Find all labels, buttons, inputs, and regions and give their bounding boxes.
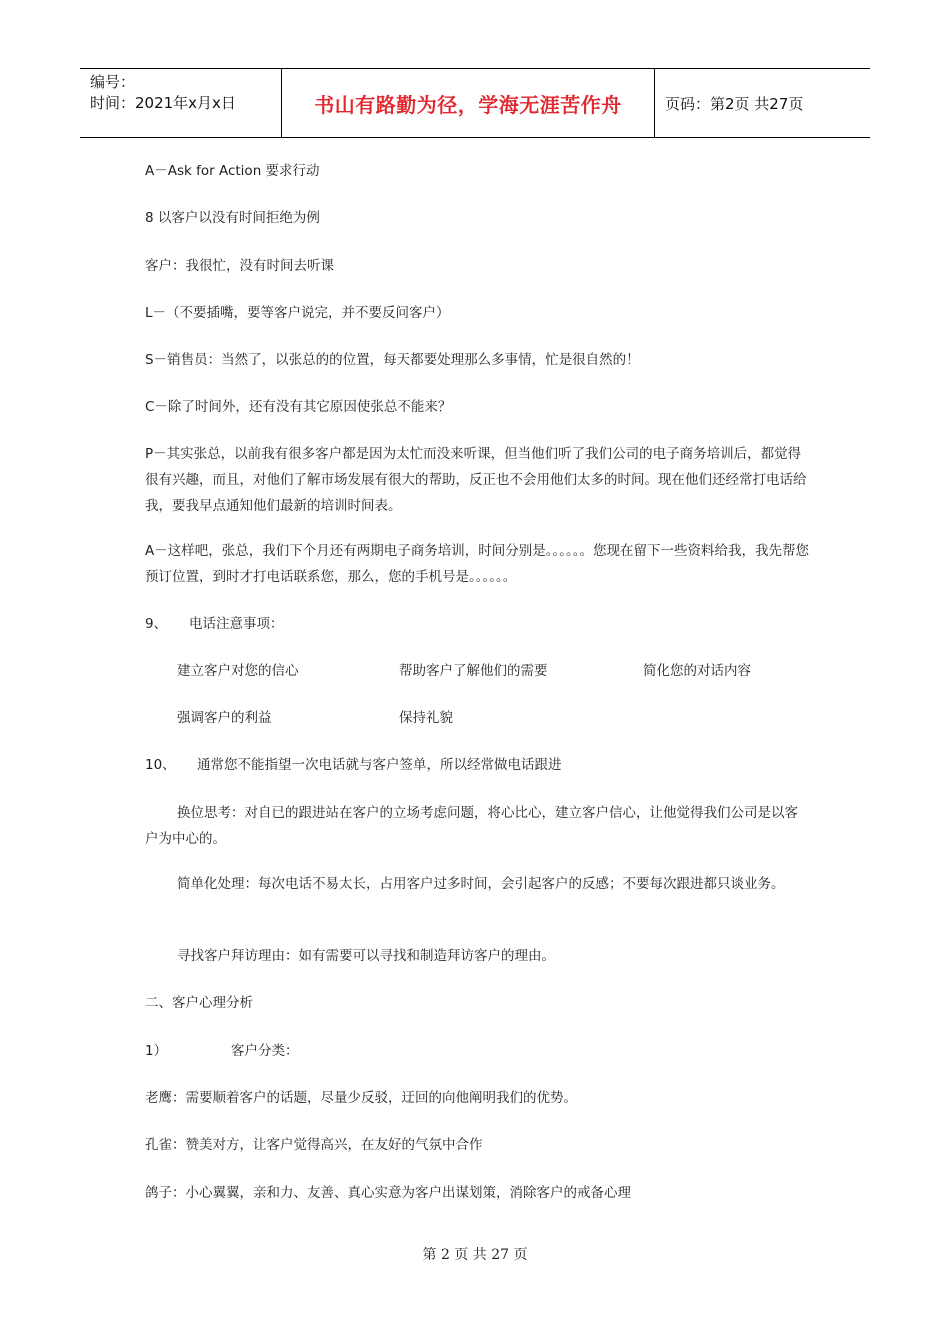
header-motto-cell xyxy=(282,69,655,137)
item-10-text: 通常您不能指望一次电话就与客户签单，所以经常做电话跟进 xyxy=(197,757,562,773)
paragraph-dove: 鸽子：小心翼翼，亲和力、友善、真心实意为客户出谋划策，消除客户的戒备心理 xyxy=(145,1185,631,1201)
tip-item: 强调客户的利益 xyxy=(177,710,272,726)
paragraph-ask-for-action: A－Ask for Action 要求行动 xyxy=(145,163,320,179)
tip-item: 建立客户对您的信心 xyxy=(177,663,299,679)
paragraph-present: P－其实张总，以前我有很多客户都是因为太忙而没来听课，但当他们听了我们公司的电子商务培训后，都觉得很有兴趣，而且，对他们了解市场发展有很大的帮助，反正也不会用他们太多的时间。现在他们还经常打电话给我，要我早点通知他们最新的培训时间表。 xyxy=(145,446,807,514)
paragraph-customer-objection: 客户：我很忙，没有时间去听课 xyxy=(145,258,334,274)
paragraph-share: S－销售员：当然了，以张总的的位置，每天都要处理那么多事情，忙是很自然的！ xyxy=(145,352,640,368)
header-motto: 书山有路勤为径，学海无涯苦作舟 xyxy=(314,92,622,117)
paragraph-clarify: C－除了时间外，还有没有其它原因使张总不能来？ xyxy=(145,399,452,415)
page-footer: 第 2 页 共 27 页 xyxy=(422,1247,528,1263)
paragraph-eagle: 老鹰：需要顺着客户的话题，尽量少反驳，迂回的向他阐明我们的优势。 xyxy=(145,1090,577,1106)
paragraph-peacock: 孔雀：赞美对方，让客户觉得高兴，在友好的气氛中合作 xyxy=(145,1137,483,1153)
header-meta xyxy=(80,69,282,137)
paragraph-item-8: 8 以客户以没有时间拒绝为例 xyxy=(145,210,320,226)
paragraph-simplify: 简单化处理：每次电话不易太长，占用客户过多时间，会引起客户的反感；不要每次跟进都只谈业务。 xyxy=(177,876,785,892)
item-1-number: 1） xyxy=(145,1043,168,1059)
tip-item: 简化您的对话内容 xyxy=(643,663,751,679)
tip-item: 保持礼貌 xyxy=(399,710,453,726)
document-number-label: 编号： xyxy=(90,73,136,91)
document-date: 时间：2021年x月x日 xyxy=(90,94,236,112)
item-9-number: 9、 xyxy=(145,616,168,632)
paragraph-empathy: 换位思考：对自已的跟进站在客户的立场考虑问题，将心比心，建立客户信心，让他觉得我们公司是以客户为中心的。 xyxy=(145,805,798,847)
item-1-text: 客户分类： xyxy=(231,1043,299,1059)
header-page-number: 页码：第2页 共27页 xyxy=(665,94,804,113)
paragraph-visit-reason: 寻找客户拜访理由：如有需要可以寻找和制造拜访客户的理由。 xyxy=(177,948,555,964)
paragraph-ask: A－这样吧，张总，我们下个月还有两期电子商务培训，时间分别是。。。。。。您现在留下一些资料给我，我先帮您预订位置，到时才打电话联系您，那么，您的手机号是。。。。。。 xyxy=(145,543,809,585)
section-heading-customer-psychology: 二、客户心理分析 xyxy=(145,995,253,1011)
tip-item: 帮助客户了解他们的需要 xyxy=(399,663,548,679)
item-10-number: 10、 xyxy=(145,757,176,773)
paragraph-listen: L－（不要插嘴，要等客户说完，并不要反问客户） xyxy=(145,305,450,321)
page-header xyxy=(80,68,870,138)
item-9-text: 电话注意事项： xyxy=(189,616,284,632)
